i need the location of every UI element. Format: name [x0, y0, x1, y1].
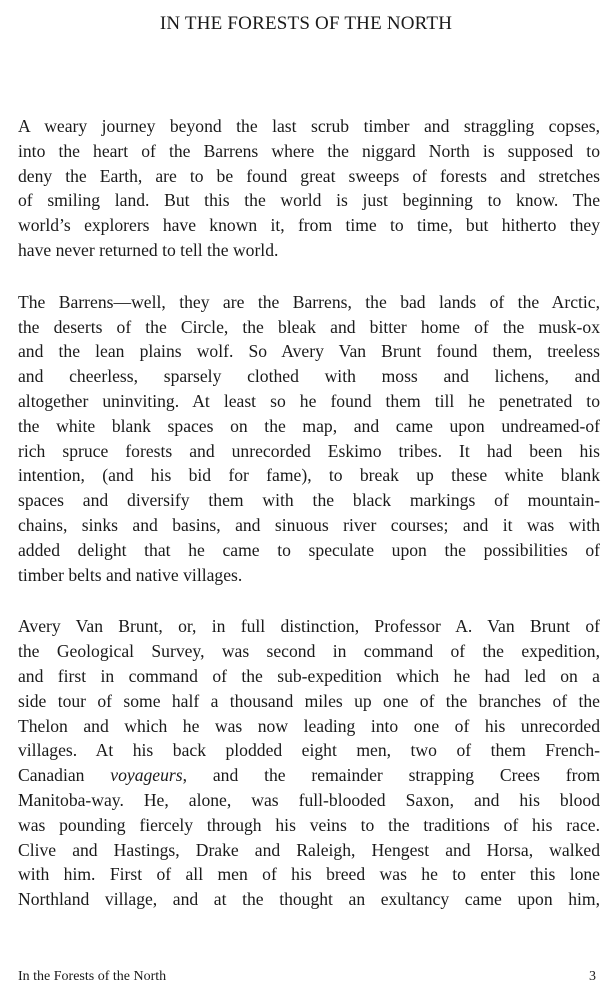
text-line: into the heart of the Barrens where the niggard North is supposed to	[18, 140, 600, 161]
text-line: the deserts of the Circle, the bleak and bitter home of the musk-ox	[18, 316, 600, 337]
italic-term: voyageurs	[110, 765, 183, 786]
paragraph-1	[18, 114, 600, 263]
text-line: Manitoba-way. He, alone, was full-blooded Saxon, and his blood	[18, 789, 600, 810]
text-line: and first in command of the sub-expedition which he had led on a	[18, 665, 600, 686]
text-line: Avery Van Brunt, or, in full distinction, Professor A. Van Brunt of	[18, 616, 600, 637]
text-line: and cheerless, sparsely clothed with moss and lichens, and	[18, 366, 600, 387]
paragraph-2	[18, 290, 600, 588]
text-line: the white blank spaces on the map, and came upon undreamed-of	[18, 415, 600, 436]
text-line: of smiling land. But this the world is just beginning to know. The	[18, 190, 600, 211]
text-line: rich spruce forests and unrecorded Eskimo tribes. It had been his	[18, 440, 600, 461]
text-line: with him. First of all men of his breed was he to enter this lone	[18, 864, 600, 885]
text-line: was pounding fiercely through his veins to the traditions of his race.	[18, 814, 600, 835]
text-line	[18, 763, 600, 788]
text-line: Northland village, and at the thought an exultancy came upon him,	[18, 889, 600, 910]
page-number: 3	[589, 969, 596, 984]
text-line: Clive and Hastings, Drake and Raleigh, Hengest and Horsa, walked	[18, 839, 600, 860]
text-line: spaces and diversify them with the black markings of mountain-	[18, 490, 600, 511]
text-line: altogether uninviting. At least so he found them till he penetrated to	[18, 390, 600, 411]
text-line: the Geological Survey, was second in command of the expedition,	[18, 641, 600, 662]
text-line: A weary journey beyond the last scrub timber and straggling copses,	[18, 116, 600, 136]
body-text	[18, 114, 600, 912]
text-line: and the lean plains wolf. So Avery Van Brunt found them, treeless	[18, 341, 600, 362]
text-line: villages. At his back plodded eight men, two of them French-	[18, 740, 600, 761]
text-line: added delight that he came to speculate upon the possibilities of	[18, 539, 600, 560]
text-line: timber belts and native villages.	[18, 564, 243, 585]
text-line: world’s explorers have known it, from time to time, but hitherto they	[18, 215, 600, 236]
text-line: have never returned to tell the world.	[18, 239, 279, 260]
text-line: The Barrens—well, they are the Barrens, the bad lands of the Arctic,	[18, 291, 600, 312]
text-line: deny the Earth, are to be found great sweeps of forests and stretches	[18, 165, 600, 186]
page-title: IN THE FORESTS OF THE NORTH	[159, 13, 453, 34]
text-line: Thelon and which he was now leading into one of his unrecorded	[18, 715, 600, 736]
text-fragment: , and the remainder strapping Crees from	[182, 765, 601, 786]
text-fragment: Canadian	[18, 765, 111, 786]
paragraph-3	[18, 614, 600, 912]
running-footer-title: In the Forests of the North	[18, 969, 167, 984]
text-line: intention, (and his bid for fame), to break up these white blank	[18, 465, 600, 486]
text-line: chains, sinks and basins, and sinuous river courses; and it was with	[18, 514, 600, 535]
text-line: side tour of some half a thousand miles up one of the branches of the	[18, 690, 600, 711]
